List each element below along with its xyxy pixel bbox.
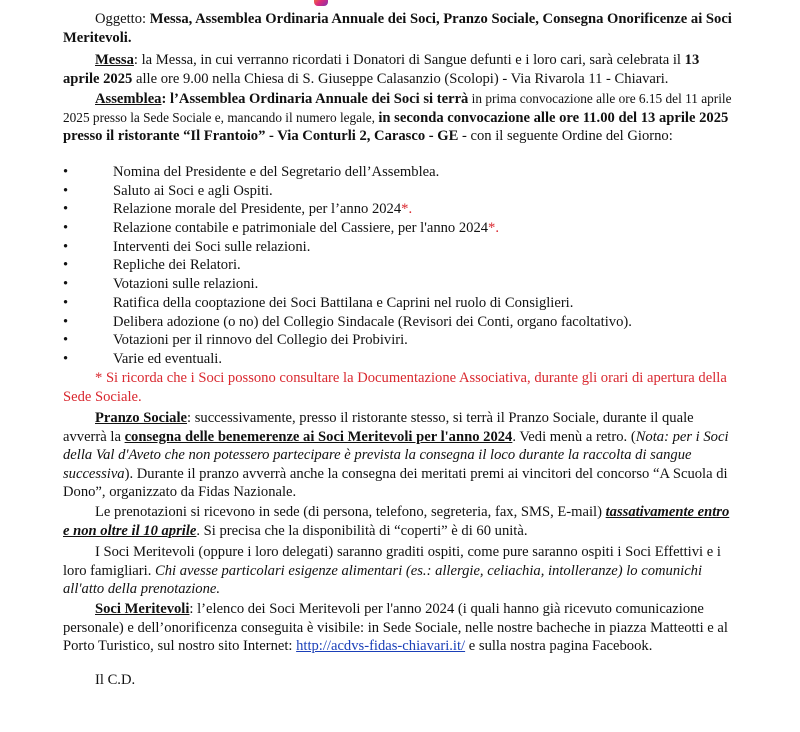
messa-date: 13 aprile 2025 — [63, 52, 700, 87]
pranzo-text-2: . Vedi menù a retro. ( — [512, 428, 636, 445]
agenda-item-text: Varie ed eventuali. — [113, 350, 222, 367]
prenotazioni-paragraph — [63, 503, 733, 540]
agenda-item — [63, 238, 733, 257]
agenda-item-star: *. — [488, 220, 499, 237]
agenda-item — [63, 163, 733, 182]
soci-meritevoli-paragraph — [63, 600, 733, 656]
agenda-item-star: *. — [401, 201, 413, 218]
agenda-item-text: Votazioni per il rinnovo del Collegio dei Probiviri. — [113, 332, 408, 349]
pranzo-benemerenze: consegna delle benemerenze ai Soci Meritevoli per l'anno 2024 — [124, 428, 513, 445]
agenda-item — [63, 331, 733, 350]
pranzo-text-3: ). Durante il pranzo avverrà anche la consegna dei meritati premi ai vincitori del concorso “A Scuola di Dono”, organizzato da Fidas Nazionale. — [63, 465, 728, 501]
bullet: • — [63, 294, 69, 311]
agenda-item-text: Repliche dei Relatori. — [113, 257, 241, 274]
agenda-item — [63, 200, 733, 219]
bullet: • — [63, 201, 69, 218]
agenda-list — [63, 163, 733, 369]
pranzo-paragraph — [63, 409, 733, 502]
ospiti-text-1: I Soci Meritevoli (oppure i loro delegati) saranno graditi ospiti, come pure saranno ospiti i Soci Effettivi e i loro famigliari. — [63, 544, 721, 579]
pranzo-text-1: : successivamente, presso il ristorante stesso, si terrà il Pranzo Sociale, durante il quale avverrà la — [63, 410, 694, 445]
agenda-item-text: Ratifica della cooptazione dei Soci Battilana e Caprini nel ruolo di Consiglieri. — [113, 294, 574, 311]
assemblea-first-call: in prima convocazione alle ore 6.15 del 11 aprile 2025 presso la Sede Sociale e, mancando il numero legale, — [63, 91, 732, 125]
messa-heading: Messa — [95, 52, 134, 68]
agenda-item — [63, 313, 733, 332]
agenda-item — [63, 182, 733, 201]
instagram-icon — [314, 0, 328, 6]
documentation-note: * Si ricorda che i Soci possono consultare la Documentazione Associativa, durante gli orari di apertura della Sede Sociale. — [63, 370, 727, 405]
pranzo-nota: Nota: per i Soci della Val d'Aveto che non potessero partecipare è prevista la consegna il loco durante la raccolta di sangue successiva — [63, 428, 729, 482]
bullet: • — [63, 313, 69, 330]
bullet: • — [63, 164, 69, 180]
assemblea-paragraph — [63, 90, 733, 146]
agenda-item-text: Delibera adozione (o no) del Collegio Sindacale (Revisori dei Conti, organo facoltativo). — [113, 313, 632, 330]
bullet: • — [63, 332, 69, 349]
soci-meritevoli-text-2: e sulla nostra pagina Facebook. — [465, 638, 653, 655]
agenda-item-text: Saluto ai Soci e agli Ospiti. — [113, 182, 273, 199]
pranzo-heading: Pranzo Sociale — [95, 410, 188, 426]
website-link[interactable]: http://acdvs-fidas-chiavari.it/ — [296, 638, 466, 655]
bullet: • — [63, 182, 69, 199]
prenotazioni-deadline: tassativamente entro e non oltre il 10 aprile — [63, 504, 730, 539]
signature: Il C.D. — [95, 672, 136, 688]
messa-text-2: alle ore 9.00 nella Chiesa di S. Giuseppe Calasanzio (Scolopi) - Via Rivarola 11 - Chiavari. — [132, 70, 669, 87]
bullet: • — [63, 257, 69, 274]
bullet: • — [63, 220, 69, 237]
messa-text-1: : la Messa, in cui verranno ricordati i Donatori di Sangue defunti e i loro cari, sarà celebrata il — [133, 52, 685, 68]
prenotazioni-text-2: . Si precisa che la disponibilità di “coperti” è di 60 unità. — [196, 522, 528, 539]
agenda-item — [63, 350, 733, 369]
subject-label: Oggetto: — [95, 11, 150, 27]
agenda-item-text: Nomina del Presidente e del Segretario dell’Assemblea. — [113, 164, 440, 180]
agenda-item — [63, 275, 733, 294]
agenda-item-text: Relazione contabile e patrimoniale del Cassiere, per l'anno 2024 — [113, 220, 489, 237]
agenda-item-text: Votazioni sulle relazioni. — [113, 276, 259, 293]
agenda-item — [63, 294, 733, 313]
messa-paragraph — [63, 51, 733, 88]
bullet: • — [63, 276, 69, 293]
agenda-item — [63, 219, 733, 238]
agenda-item-text: Relazione morale del Presidente, per l’anno 2024 — [113, 201, 402, 218]
subject-text: Messa, Assemblea Ordinaria Annuale dei Soci, Pranzo Sociale, Consegna Onorificenze ai Soci Meritevoli. — [63, 11, 732, 46]
ospiti-esigenze: Chi avesse particolari esigenze alimentari (es.: allergie, celiachia, intolleranze) lo comunichi all'atto della prenotazione. — [63, 562, 703, 598]
assemblea-second-call: in seconda convocazione alle ore 11.00 del 13 aprile 2025 presso il ristorante “Il Frantoio” - Via Conturli 2, Carasco - GE — [63, 109, 729, 145]
assemblea-bold-1: : l’Assemblea Ordinaria Annuale dei Soci si terrà — [161, 91, 469, 107]
bullet: • — [63, 238, 69, 255]
bullet: • — [63, 350, 69, 367]
soci-meritevoli-text-1: : l’elenco dei Soci Meritevoli per l'anno 2024 (i quali hanno già ricevuto comunicazione personale) e dell’onorificenza conseguita è visibile: in Sede Sociale, nelle nostre bacheche in piazza Matteotti e al Porto Turistico, sul nostro sito Internet: — [63, 601, 728, 655]
prenotazioni-text-1: Le prenotazioni si ricevono in sede (di persona, telefono, segreteria, fax, SMS, E-mail) — [95, 504, 606, 520]
agenda-item-text: Interventi dei Soci sulle relazioni. — [113, 238, 311, 255]
subject-paragraph — [63, 10, 733, 47]
soci-meritevoli-heading: Soci Meritevoli — [95, 601, 190, 617]
assemblea-text-3: - con il seguente Ordine del Giorno: — [458, 128, 673, 145]
ospiti-paragraph — [63, 543, 733, 599]
agenda-item — [63, 256, 733, 275]
assemblea-heading: Assemblea — [95, 91, 162, 107]
